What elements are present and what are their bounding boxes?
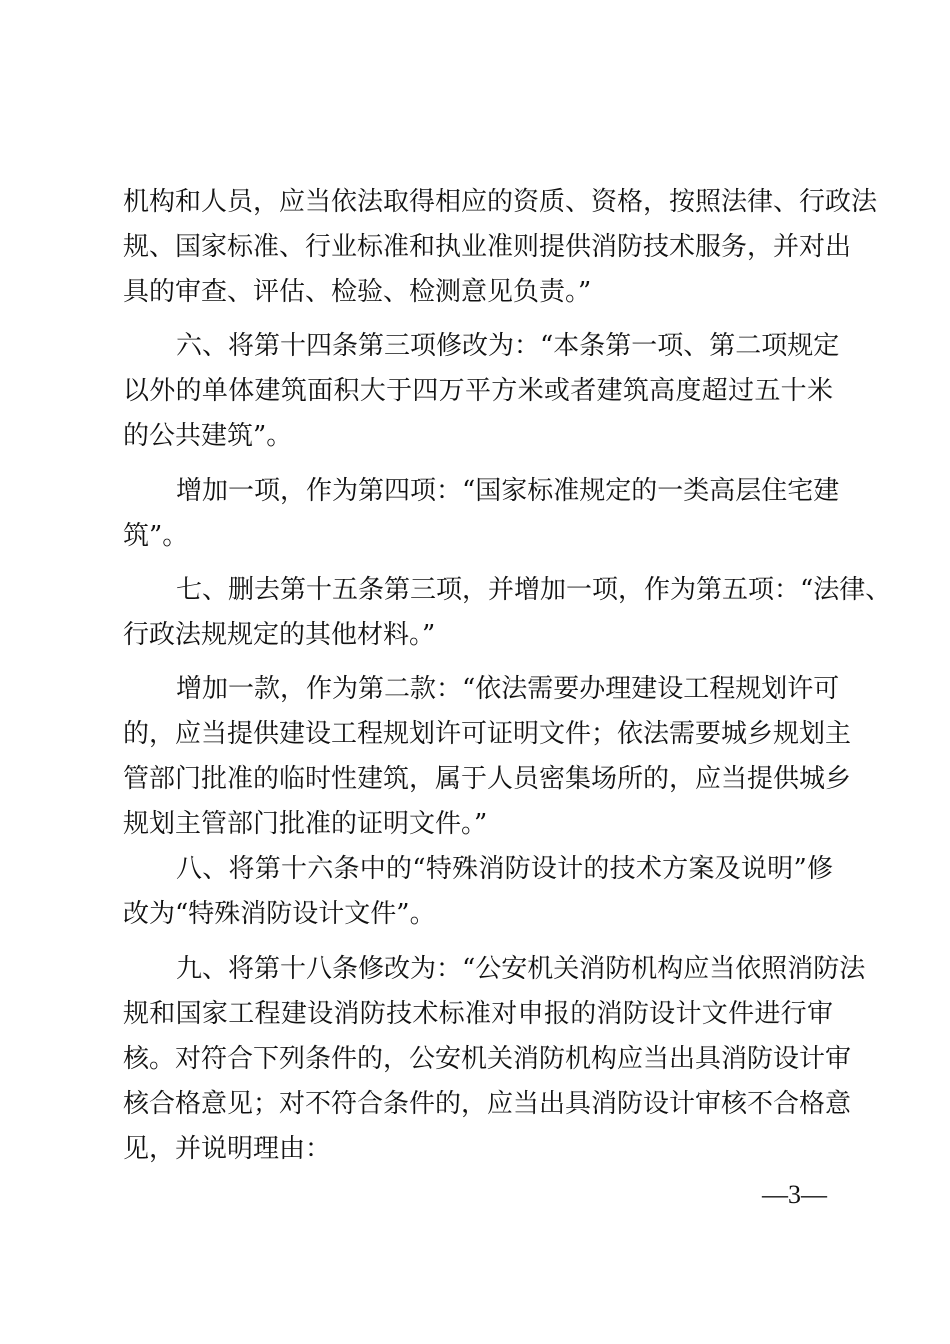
text-line: 的，应当提供建设工程规划许可证明文件；依法需要城乡规划主 [123, 719, 852, 750]
text-line: 规划主管部门批准的证明文件。” [123, 809, 488, 840]
page-number: —3— [762, 1180, 827, 1209]
text-line: 管部门批准的临时性建筑，属于人员密集场所的，应当提供城乡 [123, 764, 852, 795]
paragraph-first-line: 六、将第十四条第三项修改为：“本条第一项、第二项规定 [176, 331, 840, 362]
text-line: 行政法规规定的其他材料。” [123, 619, 436, 650]
paragraph-first-line: 七、删去第十五条第三项，并增加一项，作为第五项：“法律、 [176, 574, 892, 605]
paragraph-first-line: 增加一项，作为第四项：“国家标准规定的一类高层住宅建 [176, 475, 840, 506]
text-line: 改为“特殊消防设计文件”。 [123, 899, 436, 930]
body-text [123, 180, 892, 1172]
text-line: 筑”。 [123, 520, 189, 551]
text-line: 核合格意见；对不符合条件的，应当出具消防设计审核不合格意 [123, 1088, 852, 1119]
paragraph-first-line: 八、将第十六条中的“特殊消防设计的技术方案及说明”修 [176, 854, 833, 885]
text-line: 以外的单体建筑面积大于四万平方米或者建筑高度超过五十米 [123, 376, 833, 407]
text-line: 具的审查、评估、检验、检测意见负责。” [123, 277, 592, 308]
text-line: 规、国家标准、行业标准和执业准则提供消防技术服务，并对出 [123, 232, 852, 263]
paragraph-first-line: 九、将第十八条修改为：“公安机关消防机构应当依照消防法 [176, 953, 866, 984]
text-line: 的公共建筑”。 [123, 421, 293, 452]
text-line: 见，并说明理由： [123, 1133, 332, 1164]
paragraph-first-line: 增加一款，作为第二款：“依法需要办理建设工程规划许可 [176, 673, 840, 704]
text-line: 机构和人员，应当依法取得相应的资质、资格，按照法律、行政法 [123, 187, 878, 217]
text-line: 规和国家工程建设消防技术标准对申报的消防设计文件进行审 [123, 998, 833, 1029]
text-line: 核。对符合下列条件的，公安机关消防机构应当出具消防设计审 [123, 1043, 852, 1074]
